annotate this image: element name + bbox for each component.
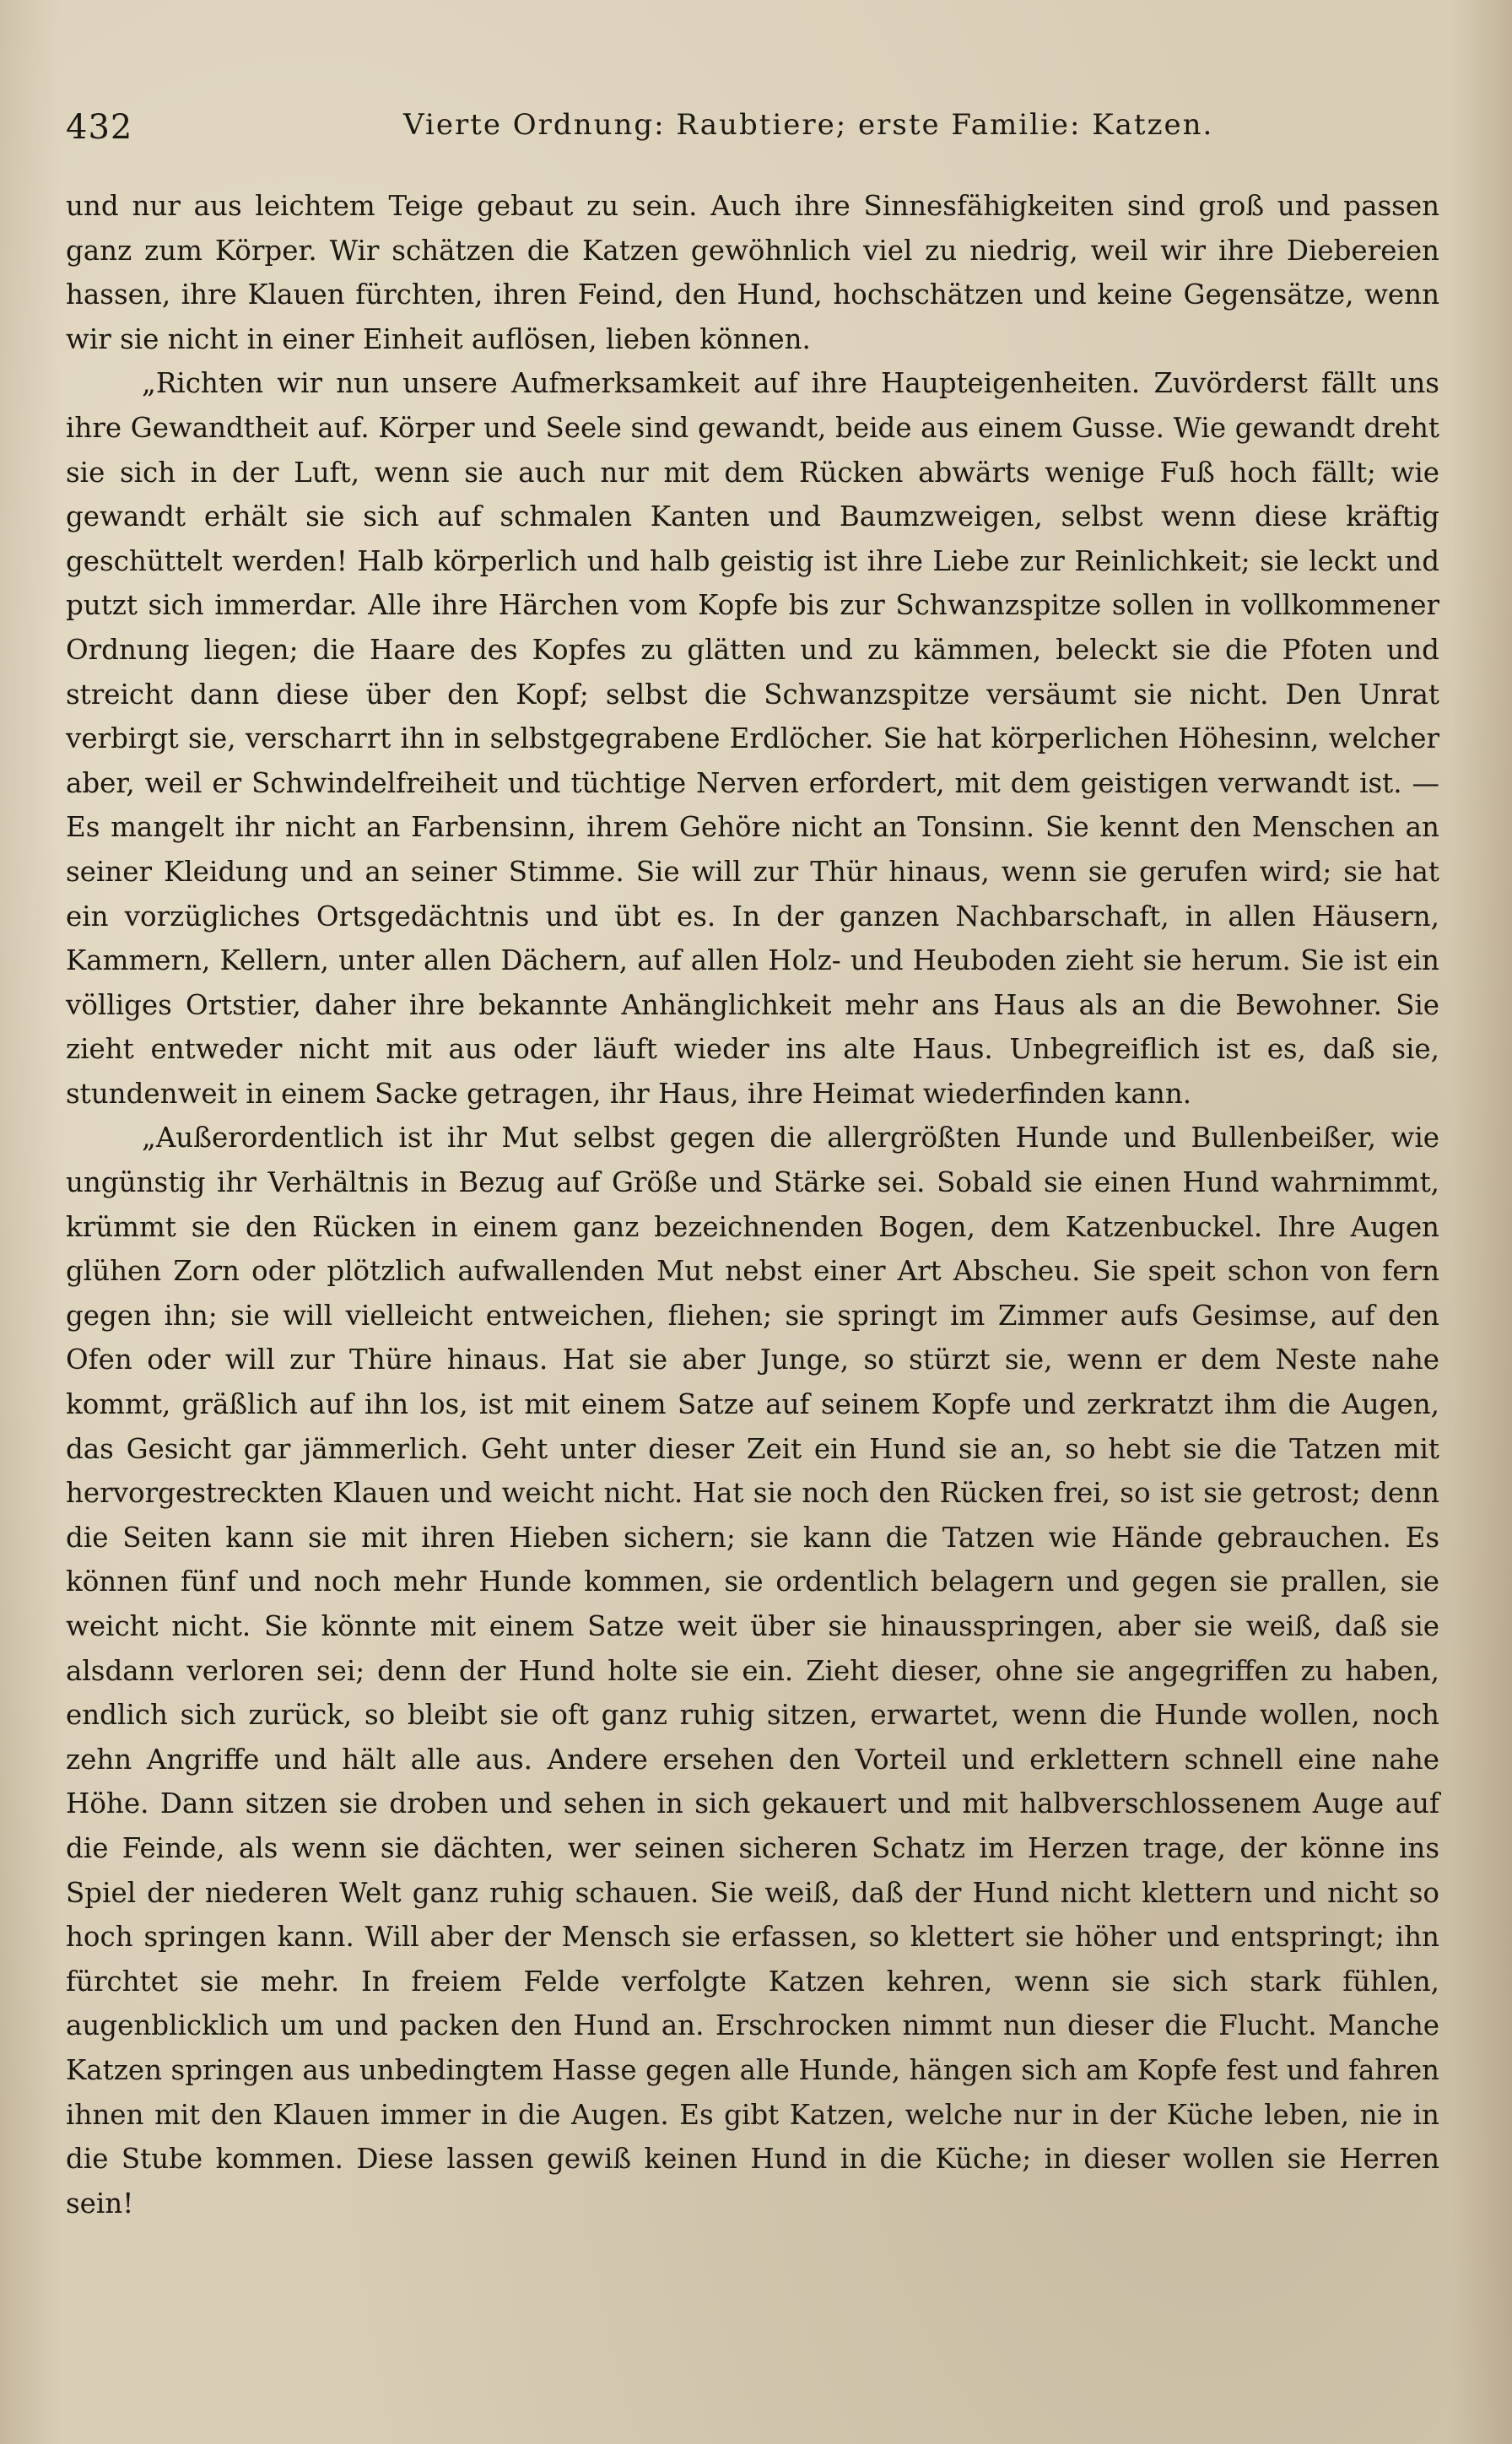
body-text [66,184,1439,2225]
paragraph-mut: „Außerordentlich ist ihr Mut selbst gegen die allergrößten Hunde und Bullenbeißer, wie ungünstig ihr Verhältnis in Bezug auf Größe und Stärke sei. Sobald sie einen Hund wahrnimmt, krümmt sie den Rücken in einem ganz bezeichnenden Bogen, dem Katzenbuckel. Ihre Augen glühen Zorn oder plötzlich aufwallenden Mut nebst einer Art Abscheu. Sie speit schon von fern gegen ihn; sie will vielleicht entweichen, fliehen; sie springt im Zimmer aufs Gesimse, auf den Ofen oder will zur Thüre hinaus. Hat sie aber Junge, so stürzt sie, wenn er dem Neste nahe kommt, gräßlich auf ihn los, ist mit einem Satze auf seinem Kopfe und zerkratzt ihm die Augen, das Gesicht gar jämmerlich. Geht unter dieser Zeit ein Hund sie an, so hebt sie die Tatzen mit hervorgestreckten Klauen und weicht nicht. Hat sie noch den Rücken frei, so ist sie getrost; denn die Seiten kann sie mit ihren Hieben sichern; sie kann die Tatzen wie Hände gebrauchen. Es können fünf und noch mehr Hunde kommen, sie ordentlich belagern und gegen sie prallen, sie weicht nicht. Sie könnte mit einem Satze weit über sie hinausspringen, aber sie weiß, daß sie alsdann verloren sei; denn der Hund holte sie ein. Zieht dieser, ohne sie angegriffen zu haben, endlich sich zurück, so bleibt sie oft ganz ruhig sitzen, erwartet, wenn die Hunde wollen, noch zehn Angriffe und hält alle aus. Andere ersehen den Vorteil und erklettern schnell eine nahe Höhe. Dann sitzen sie droben und sehen in sich gekauert und mit halbverschlossenem Auge auf die Feinde, als wenn sie dächten, wer seinen sicheren Schatz im Herzen trage, der könne ins Spiel der niederen Welt ganz ruhig schauen. Sie weiß, daß der Hund nicht klettern und nicht so hoch springen kann. Will aber der Mensch sie erfassen, so klettert sie höher und entspringt; ihn fürchtet sie mehr. In freiem Felde verfolgte Katzen kehren, wenn sie sich stark fühlen, augenblicklich um und packen den Hund an. Erschrocken nimmt nun dieser die Flucht. Manche Katzen springen aus unbedingtem Hasse gegen alle Hunde, hängen sich am Kopfe fest und fahren ihnen mit den Klauen immer in die Augen. Es gibt Katzen, welche nur in der Küche leben, nie in die Stube kommen. Diese lassen gewiß keinen Hund in die Küche; in dieser wollen sie Herren sein! [66,1122,1439,2220]
book-page [66,100,1439,2378]
paragraph-continued: und nur aus leichtem Teige gebaut zu sein. Auch ihre Sinnesfähigkeiten sind groß und passen ganz zum Körper. Wir schätzen die Katzen gewöhnlich viel zu niedrig, weil wir ihre Diebereien hassen, ihre Klauen fürchten, ihren Feind, den Hund, hochschätzen und keine Gegensätze, wenn wir sie nicht in einer Einheit auflösen, lieben können. [66,190,1439,355]
page-header [66,100,1439,150]
page-number: 432 [66,108,133,147]
running-head: Vierte Ordnung: Raubtiere; erste Familie: Katzen. [403,108,1214,142]
paragraph-haupteigenheiten: „Richten wir nun unsere Aufmerksamkeit auf ihre Haupteigenheiten. Zuvörderst fällt uns ihre Gewandtheit auf. Körper und Seele sind gewandt, beide aus einem Gusse. Wie gewandt dreht sie sich in der Luft, wenn sie auch nur mit dem Rücken abwärts wenige Fuß hoch fällt; wie gewandt erhält sie sich auf schmalen Kanten und Baumzweigen, selbst wenn diese kräftig geschüttelt werden! Halb körperlich und halb geistig ist ihre Liebe zur Reinlichkeit; sie leckt und putzt sich immerdar. Alle ihre Härchen vom Kopfe bis zur Schwanzspitze sollen in vollkommener Ordnung liegen; die Haare des Kopfes zu glätten und zu kämmen, beleckt sie die Pfoten und streicht dann diese über den Kopf; selbst die Schwanzspitze versäumt sie nicht. Den Unrat verbirgt sie, verscharrt ihn in selbstgegrabene Erdlöcher. Sie hat körperlichen Höhesinn, welcher aber, weil er Schwindelfreiheit und tüchtige Nerven erfordert, mit dem geistigen verwandt ist. — Es mangelt ihr nicht an Farbensinn, ihrem Gehöre nicht an Tonsinn. Sie kennt den Menschen an seiner Kleidung und an seiner Stimme. Sie will zur Thür hinaus, wenn sie gerufen wird; sie hat ein vorzügliches Ortsgedächtnis und übt es. In der ganzen Nachbarschaft, in allen Häusern, Kammern, Kellern, unter allen Dächern, auf allen Holz- und Heuboden zieht sie herum. Sie ist ein völliges Ortstier, daher ihre bekannte Anhänglichkeit mehr ans Haus als an die Bewohner. Sie zieht entweder nicht mit aus oder läuft wieder ins alte Haus. Unbegreiflich ist es, daß sie, stundenweit in einem Sacke getragen, ihr Haus, ihre Heimat wiederfinden kann. [66,367,1439,1110]
